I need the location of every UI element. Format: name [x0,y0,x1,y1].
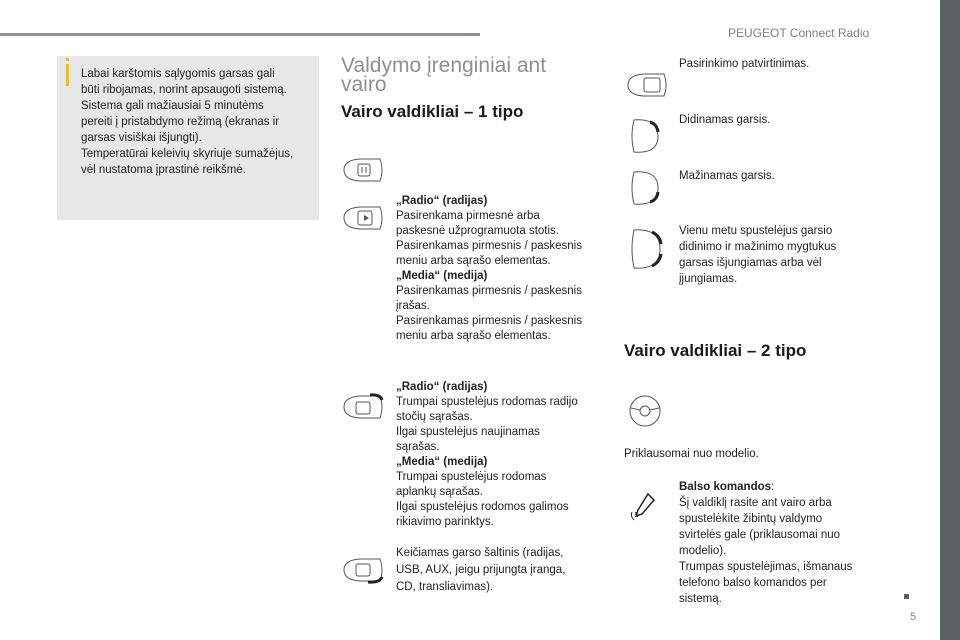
voice-command-description: Balso komandos: Šį valdiklį rasite ant vairo arba spustelėkite žibintų valdymo svirtelės gale (priklausomai nuo modelio). Trumpas spustelėjimas, išmanaus telefono balso komandos per sistemą. [679,481,853,605]
confirm-text: Pasirinkimo patvirtinimas. [679,58,810,70]
steering-wheel-icon [628,394,662,428]
seek-description: „Radio“ (radijas) Pasirenkama pirmesnė arba paskesnė užprogramuota stotis. Pasirenkamas pirmesnis / paskesnis meniu arba sąrašo elementas. „Media“ (medija) Pasirenkamas pirmesnis / paskesnis įrašas. Pasirenkamas pirmesnis / paskesnis meniu arba sąrašo elementas. [396,195,582,342]
source-icon [340,555,388,585]
mute-icon [624,226,668,272]
volume-down-icon [624,168,664,208]
depends-text: Priklausomai nuo modelio. [624,448,759,460]
info-icon-dot [66,58,69,61]
top-rule [0,33,480,36]
volume-up-text: Didinamas garsis. [679,114,771,126]
info-note-text: Labai karštomis sąlygomis garsas gali būti ribojamas, norint apsaugoti sistemą. Sistema gali mažiausiai 5 minutėms pereiti į pristabdymo režimą (ekranas ir garsas visiškai išjungti). Temperatūrai keleivių skyriuje sumažėjus, vėl nustatoma įprastinė reikšmė. [81,68,294,176]
section-title: Valdymo įrenginiai ant vairo [341,54,547,96]
volume-up-icon [624,116,664,156]
info-icon [66,64,69,86]
list-icon [340,392,388,422]
volume-down-text: Mažinamas garsis. [679,170,775,182]
type2-heading: Vairo valdikliai – 2 tipo [624,341,807,360]
mute-description: Vienu metu spustelėjus garsio didinimo ir mažinimo mygtukus garsas išjungiamas arba vėl įjungiamas. [679,225,837,285]
list-description: „Radio“ (radijas) Trumpai spustelėjus rodomas radijo stočių sąrašas. Ilgai spustelėjus naujinamas sąrašas. „Media“ (medija) Trumpai spustelėjus rodomas aplankų sąrašas. Ilgai spustelėjus rodomos galimos rikiavimo parinktys. [396,381,578,528]
page-number: 5 [910,611,917,623]
info-note [57,56,319,220]
continue-marker [904,594,909,599]
voice-command-icon [628,490,660,522]
steering-controls-icon [340,155,388,185]
type1-heading: Vairo valdikliai – 1 tipo [341,102,524,121]
source-description: Keičiamas garso šaltinis (radijas, USB, AUX, jeigu prijungta įranga, CD, transliavimas). [396,547,566,593]
seek-icon [340,203,388,233]
ok-icon [624,70,672,100]
side-bar [940,0,960,640]
page-header: PEUGEOT Connect Radio [728,26,870,40]
